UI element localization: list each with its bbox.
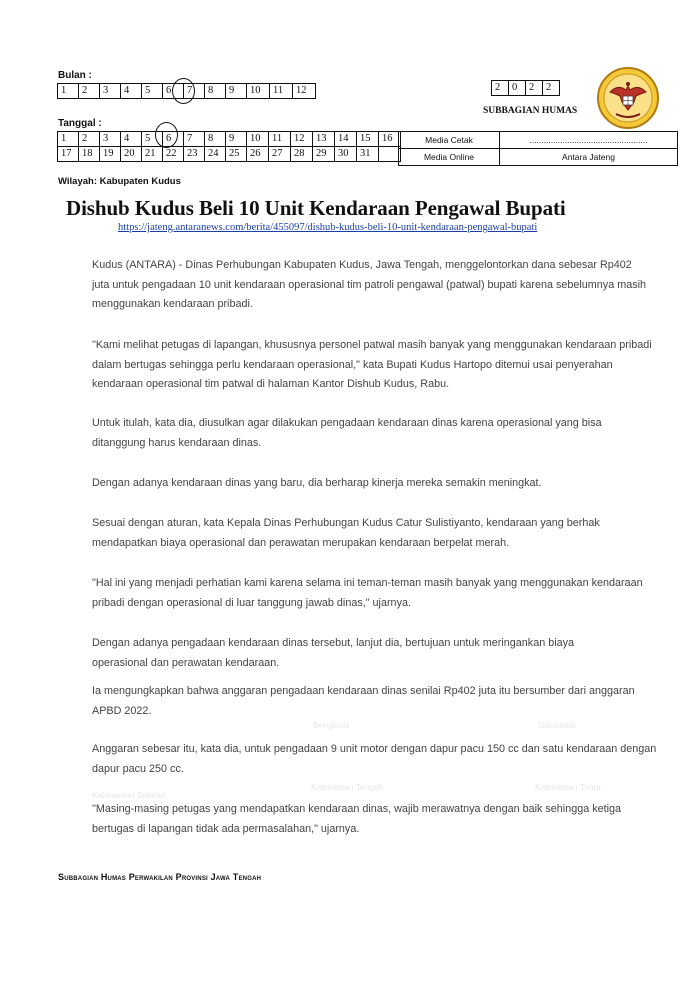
grid-cell: 5 <box>142 84 163 99</box>
article-paragraph: Sesuai dengan aturan, kata Kepala Dinas Perhubungan Kudus Catur Sulistiyanto, kendaraan yang berhak mendapatkan biaya operasional dan perawatan merupakan kendaraan berpelat merah. <box>92 517 600 549</box>
garuda-emblem-icon <box>596 66 660 130</box>
grid-cell: 16 <box>379 132 401 147</box>
article-paragraph: Untuk itulah, kata dia, diusulkan agar dilakukan pengadaan kendaraan dinas karena operasional yang bisa ditanggung harus kendaraan dinas. <box>92 417 602 449</box>
grid-cell: 7 <box>184 84 205 99</box>
grid-cell: 8 <box>205 84 226 99</box>
grid-cell: 9 <box>226 132 247 147</box>
article-paragraph: "Masing-masing petugas yang mendapatkan kendaraan dinas, wajib merawatnya dengan baik sehingga ketiga bertugas di lapangan tidak ada permasalahan," ujarnya. <box>92 803 622 835</box>
media-table <box>398 131 678 166</box>
grid-cell: 3 <box>100 84 121 99</box>
article-paragraph: Dengan adanya kendaraan dinas yang baru, dia berharap kinerja mereka semakin meningkat. <box>92 477 542 489</box>
ghost-text: Kalimantan Tengah <box>311 782 384 792</box>
grid-cell: 25 <box>226 147 247 162</box>
grid-cell: 10 <box>247 84 270 99</box>
article-paragraph: "Hal ini yang menjadi perhatian kami karena selama ini teman-teman masih banyak yang menggunakan kendaraan pribadi dengan operasional di luar tanggung jawab dinas," ujarnya. <box>92 577 643 609</box>
footer-org: Subbagian Humas Perwakilan Provinsi Jawa Tengah <box>58 872 262 882</box>
grid-cell: 6 <box>163 84 184 99</box>
grid-cell: 17 <box>58 147 79 162</box>
article-paragraph: "Kami melihat petugas di lapangan, khususnya personel patwal masih banyak yang menggunakan kendaraan pribadi dalam bertugas sehingga perlu kendaraan operasional," kata Bupati Kudus Hartopo ditemui usai penyerahan kendaraan operasional tim patwal di halaman Kantor Dishub Kudus, Rabu. <box>92 339 652 390</box>
ghost-text: Kalimantan Selatan <box>92 790 166 800</box>
media-cetak-value: .................................................. <box>500 132 678 149</box>
grid-cell: 30 <box>335 147 357 162</box>
grid-cell: 15 <box>357 132 379 147</box>
grid-cell: 12 <box>293 84 316 99</box>
grid-cell: 2 <box>79 84 100 99</box>
wilayah-label: Wilayah: Kabupaten Kudus <box>58 176 181 187</box>
org-label: SUBBAGIAN HUMAS <box>483 106 578 116</box>
ghost-text: Bengkulu <box>313 720 349 730</box>
grid-cell: 22 <box>163 147 184 162</box>
grid-cell: 13 <box>313 132 335 147</box>
grid-cell: 20 <box>121 147 142 162</box>
grid-cell: 10 <box>247 132 269 147</box>
grid-cell: 21 <box>142 147 163 162</box>
article-url-link[interactable]: https://jateng.antaranews.com/berita/455097/dishub-kudus-beli-10-unit-kendaraan-pengawal-bupati <box>118 222 538 233</box>
grid-cell: 23 <box>184 147 205 162</box>
grid-cell: 1 <box>58 132 79 147</box>
grid-cell: 29 <box>313 147 335 162</box>
grid-cell: 5 <box>142 132 163 147</box>
grid-cell: 4 <box>121 84 142 99</box>
grid-cell: 7 <box>184 132 205 147</box>
article-paragraph: Dengan adanya pengadaan kendaraan dinas tersebut, lanjut dia, bertujuan untuk meringankan biaya operasional dan perawatan kendaraan. <box>92 637 575 669</box>
media-online-value: Antara Jateng <box>500 149 678 166</box>
grid-cell: 2 <box>79 132 100 147</box>
grid-cell: 0 <box>509 81 526 96</box>
grid-cell: 4 <box>121 132 142 147</box>
ghost-text: Gorontalo <box>538 720 576 730</box>
grid-cell: 14 <box>335 132 357 147</box>
grid-cell: 19 <box>100 147 121 162</box>
grid-cell: 24 <box>205 147 226 162</box>
grid-cell: 2 <box>526 81 543 96</box>
grid-cell: 26 <box>247 147 269 162</box>
article-paragraph: Kudus (ANTARA) - Dinas Perhubungan Kabupaten Kudus, Jawa Tengah, menggelontorkan dana sebesar Rp402 juta untuk pengadaan 10 unit kendaraan operasional tim patroli pengawal (patwal) bupati karena sebelumnya masih menggunakan kendaraan pribadi. <box>92 259 646 310</box>
selected-date-circle <box>155 122 178 148</box>
grid-cell: 3 <box>100 132 121 147</box>
selected-month-circle <box>172 78 195 104</box>
grid-cell: 28 <box>291 147 313 162</box>
ghost-text: Kalimantan Timur <box>535 782 602 792</box>
article-paragraph: Anggaran sebesar itu, kata dia, untuk pengadaan 9 unit motor dengan dapur pacu 150 cc dan satu kendaraan dengan dapur pacu 250 cc. <box>92 743 657 775</box>
grid-cell: 1 <box>58 84 79 99</box>
grid-cell: 2 <box>543 81 560 96</box>
grid-cell: 27 <box>269 147 291 162</box>
grid-cell: 6 <box>163 132 184 147</box>
grid-cell: 12 <box>291 132 313 147</box>
grid-cell: 8 <box>205 132 226 147</box>
media-online-label: Media Online <box>399 149 500 166</box>
tanggal-label: Tanggal : <box>58 118 102 129</box>
article-title: Dishub Kudus Beli 10 Unit Kendaraan Pengawal Bupati <box>66 196 566 220</box>
bulan-label: Bulan : <box>58 70 92 81</box>
article-paragraph: Ia mengungkapkan bahwa anggaran pengadaan kendaraan dinas senilai Rp402 juta itu bersumber dari anggaran APBD 2022. <box>92 685 635 717</box>
grid-cell: 9 <box>226 84 247 99</box>
grid-cell: 18 <box>79 147 100 162</box>
year-grid <box>491 80 560 96</box>
grid-cell: 11 <box>269 132 291 147</box>
media-cetak-label: Media Cetak <box>399 132 500 149</box>
grid-cell: 31 <box>357 147 379 162</box>
grid-cell: 2 <box>492 81 509 96</box>
date-grid <box>57 131 401 162</box>
grid-cell: 11 <box>270 84 293 99</box>
